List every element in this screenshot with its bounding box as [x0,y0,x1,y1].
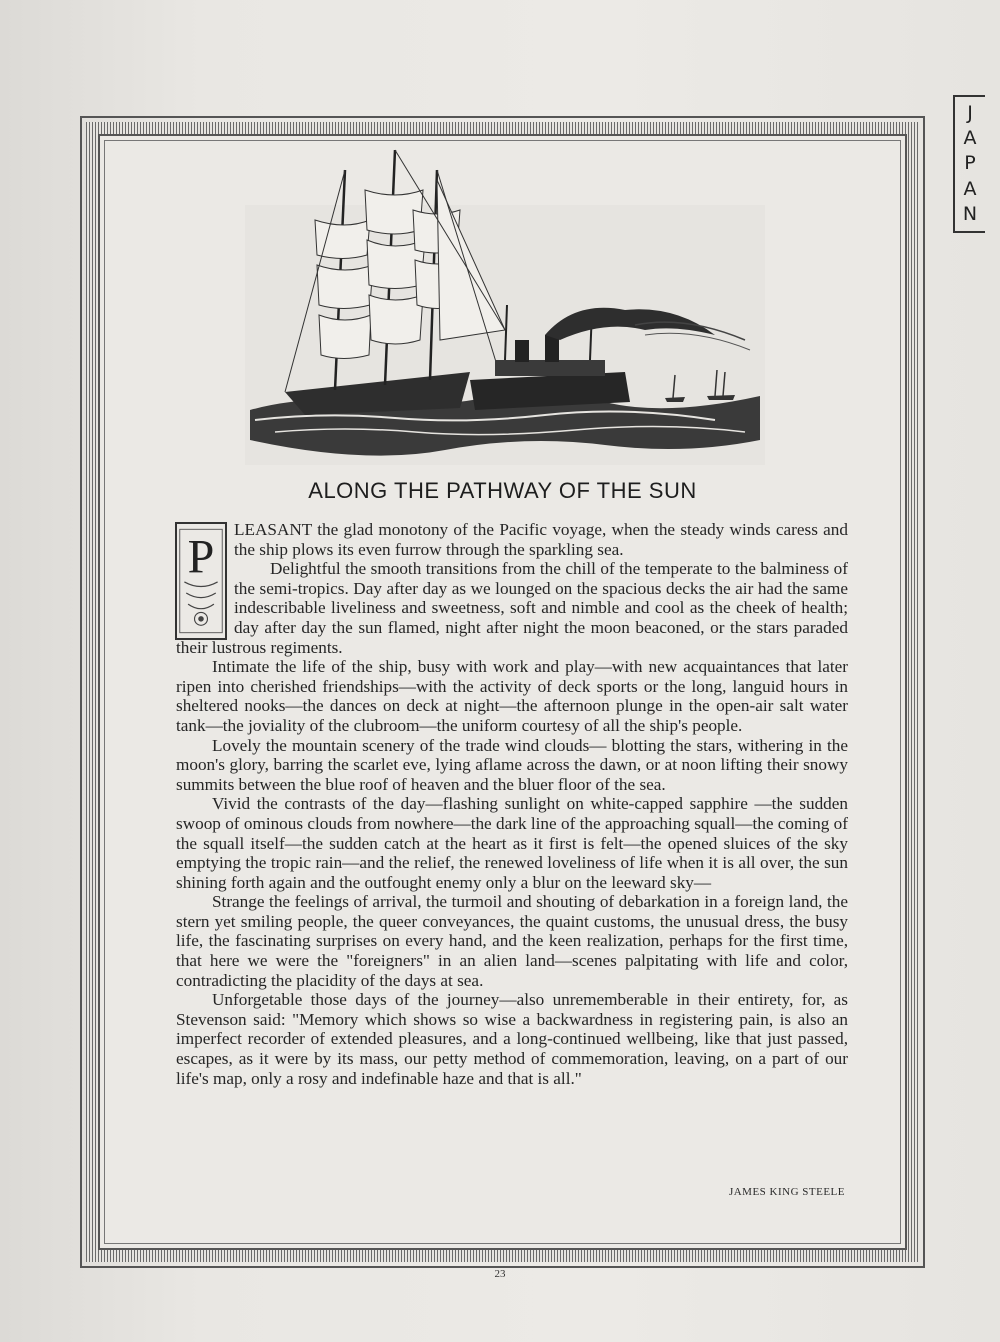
tab-letter: N [962,202,978,225]
tab-letter: A [963,127,977,150]
paragraph: Vivid the contrasts of the day—flashing sunlight on white-capped sapphire —the sudden swoop of ominous clouds from nowhere—the dark line of the approaching squall—the coming of the squall itself—the sudden catch at the heart as it first is felt—the opened sluices of the sky emptying the tropic rain—and the relief, the renewed loveliness of life when it is all over, the sun shining forth again and the outfought enemy only a blur on the leeward sky— [176,794,848,892]
ships-at-sea-illustration [245,140,765,465]
article-title: ALONG THE PATHWAY OF THE SUN [308,478,697,503]
japan-section-tab [953,95,985,233]
paragraph: Intimate the life of the ship, busy with work and play—with new acquaintances that later ripen into cherished friendships—with the activity of deck sports or the long, languid hours in sheltered nooks—the dances on deck at night—the afternoon plunge in the open-air salt water tank—the joviality of the clubroom—the uniform courtesy of all the ship's people. [176,657,848,735]
paragraph: Strange the feelings of arrival, the turmoil and shouting of debarkation in a foreign land, the stern yet smiling people, the queer conveyances, the quaint customs, the unusual dress, the busy life, the fascinating surprises on every hand, and the keen realization, perhaps for the first time, that here we were the "foreigners" in an alien land—scenes palpitating with life and color, contradicting the placidity of the days at sea. [176,892,848,990]
paragraph: Lovely the mountain scenery of the trade wind clouds— blotting the stars, withering in the moon's glory, barring the scarlet eve, lying aflame across the dawn, or at noon lifting their snowy summits between the blue roof of heaven and the bluer floor of the sea. [176,735,848,794]
article-body [176,520,848,1088]
author-signature: JAMES KING STEELE [728,1186,845,1198]
paragraph [176,520,848,559]
tab-letter: J [967,102,973,125]
paragraph: Delightful the smooth transitions from the chill of the temperate to the balminess of the semi-tropics. Day after day as we lounged on the spacious decks the air had the same indescribable liveliness and sweetness, soft and nimble and cool as the cheek of health; day after day the sun flamed, night after night the moon beaconed, or the stars paraded their lustrous regiments. [176,559,848,657]
paragraph: Unforgetable those days of the journey—also unrememberable in their entirety, for, as Stevenson said: "Memory which shows so wise a backwardness in registering pain, is also an imperfect recorder of extended pleasures, and a long-continued wellbeing, like that just passed, escapes, as it were by its mass, our petty method of commemoration, leaving, on a part of our life's map, only a rosy and indefinable haze and that is all." [176,990,848,1088]
paragraph-text: LEASANT the glad monotony of the Pacific voyage, when the steady winds caress and the ship plows its even furrow through the sparkling sea. [234,520,848,559]
tab-letter: A [963,177,977,200]
tab-letter: P [964,152,976,175]
drop-cap-letter: P [187,530,215,584]
page-number: 23 [494,1268,506,1280]
